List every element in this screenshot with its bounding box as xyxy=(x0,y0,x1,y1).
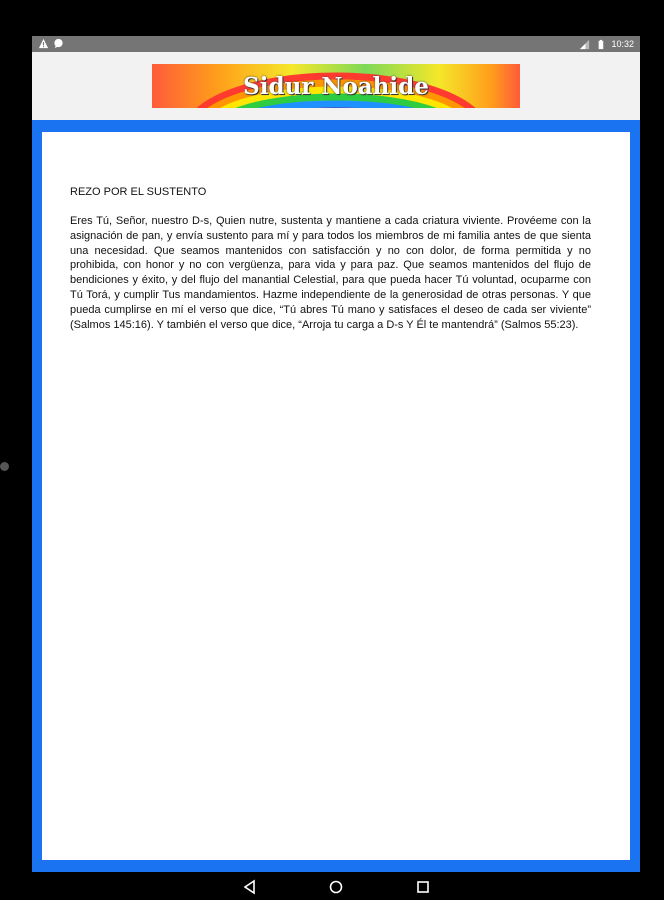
prayer-card[interactable] xyxy=(42,132,630,860)
app-header xyxy=(32,52,640,120)
prayer-body: Eres Tú, Señor, nuestro D-s, Quien nutre, sustenta y mantiene a cada criatura viviente. Provéeme con la asignación de pan, y envía sustento para mí y para todos los miembros de mi familia antes de que sienta una necesidad. Que seamos mantenidos con satisfacción y no con dolor, de forma permitida y no prohibida, con honor y no con vergüenza, para vida y para paz. Que seamos mantenidos del flujo de bendiciones y éxito, y del flujo del manantial Celestial, para que pueda hacer Tú voluntad, ocuparme con Tú Torá, y cumplir Tus mandamientos. Hazme independiente de la generosidad de otras personas. Y que pueda cumplirse en mí el verso que dice, “Tú abres Tú mano y satisfaces el deseo de cada ser viviente” (Salmos 145:16). Y también el verso que dice, “Arroja tu carga a D-s Y Él te mantendrá” (Salmos 55:23). xyxy=(70,215,591,331)
edge-handle xyxy=(0,462,9,471)
app-banner xyxy=(152,64,520,108)
content-frame xyxy=(32,120,640,872)
banner-title: Sidur Noahide xyxy=(243,72,429,100)
back-icon[interactable] xyxy=(242,879,258,895)
status-bar xyxy=(32,36,640,52)
status-right-icons xyxy=(579,38,634,50)
navigation-bar xyxy=(0,872,664,900)
prayer-title: REZO POR EL SUSTENTO xyxy=(70,186,207,198)
warning-icon xyxy=(38,38,49,49)
signal-icon xyxy=(579,39,590,50)
status-time: 10:32 xyxy=(611,39,634,49)
home-icon[interactable] xyxy=(328,879,344,895)
status-left-icons xyxy=(38,38,64,49)
recents-icon[interactable] xyxy=(415,879,431,895)
chat-icon xyxy=(53,38,64,49)
battery-icon xyxy=(595,39,606,50)
